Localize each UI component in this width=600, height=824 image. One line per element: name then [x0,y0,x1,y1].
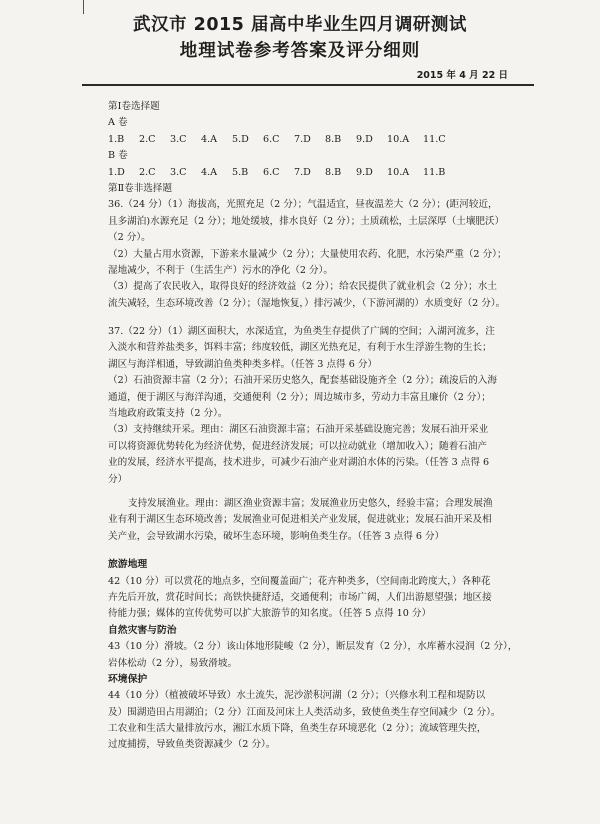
text-line: 且多湖泊)水源充足（2 分）；地处缓坡，排水良好（2 分）；土质疏松，土层深厚（土壤肥沃） [108,215,505,227]
answer-item: 11.C [423,133,446,145]
answer-item: 4.A [201,133,218,145]
text-line: 卉先后开放，赏花时间长；高铁快捷舒适，交通便利；市场广阔，人们出游愿望强；地区接 [108,591,492,603]
text-line: 43（10 分）滑坡。（2 分）该山体地形陡峻（2 分），断层发育（2 分），水库蓄水浸润（2 分）， [108,641,518,653]
text-line: 流失减轻，生态环境改善（2 分）；（湿地恢复，）排污减少，（下游河湖的）水质变好（2 分）。 [108,297,506,309]
answer-item: 9.D [356,133,373,145]
disaster-section [108,623,538,672]
text-line: 分） [108,473,128,485]
answer-item: 5.B [232,166,249,178]
text-line: 工农业和生活大量排放污水，湘江水质下降，鱼类生存环境恶化（2 分）；流域管理失控， [108,723,487,735]
volume-b-answers [108,165,538,181]
main-title: 武汉市 2015 届高中毕业生四月调研测试 [133,15,467,35]
section-1-title: 第Ⅰ卷选择题 [108,101,160,112]
answer-item: 9.D [356,166,373,178]
content [108,99,538,754]
section-heading: 环境保护 [108,673,148,685]
volume-b-label: B 卷 [108,150,128,162]
answer-item: 1.B [108,133,125,145]
text-line: 支持发展渔业。理由：湖区渔业资源丰富；发展渔业历史悠久，经验丰富；合理发展渔 [128,497,493,509]
header [0,12,600,64]
header-divider [82,84,534,86]
tourism-section [108,557,538,623]
text-line: （2）大量占用水资源，下游来水量减少（2 分）；大量使用农药、化肥，水污染严重（2 分）； [108,248,507,260]
text-line: 可以将资源优势转化为经济优势，促进经济发展；可以拉动就业（增加收入）；随着石油产 [108,440,487,452]
text-line: 湖区与海洋相通，导致湖泊鱼类种类多样。（任答 3 点得 6 分） [108,358,378,370]
text-line: 44（10 分）（植被破坏导致）水土流失，泥沙淤积河湖（2 分）；（兴修水利工程和堤防以 [108,690,486,702]
answer-item: 3.C [170,133,187,145]
answer-item: 11.B [423,166,446,178]
answer-item: 6.C [263,166,280,178]
text-line: 36.（24 分）（1）海拔高，光照充足（2 分）；气温适宜，昼夜温差大（2 分）；(距河较近， [108,199,498,211]
question-36 [108,197,538,312]
answer-item: 4.A [201,166,218,178]
answer-item: 2.C [139,133,156,145]
text-line: 业有利于湖区生态环境改善；发展渔业可促进相关产业发展，促进就业；发展石油开采及相 [108,514,492,526]
text-line: 及）围湖造田占用湖泊；（2 分）江面及河床上人类活动多，致使鱼类生存空间减少（2 分）。 [108,706,501,718]
text-line: 42（10 分）可以赏花的地点多，空间覆盖面广；花卉种类多，（空间南北跨度大，）各种花 [108,575,491,587]
answer-item: 8.B [325,133,342,145]
text-line: 湿地减少，不利于（生活生产）污水的净化（2 分）。 [108,264,334,276]
text-line: （3）提高了农民收入，取得良好的经济效益（2 分）；给农民提供了就业机会（2 分）；水土 [108,281,497,293]
text-line: 37.（22 分）（1）湖区面积大，水深适宜，为鱼类生存提供了广阔的空间；入湖河流多，注 [108,326,495,338]
answer-item: 10.A [387,133,410,145]
answer-item: 10.A [387,166,410,178]
section-2-title: 第Ⅱ卷非选择题 [108,182,173,194]
answer-item: 3.C [170,166,187,178]
date: 2015 年 4 月 22 日 [416,70,508,81]
text-line: 业的发展，经济水平提高，技术进步，可减少石油产业对湖泊水体的污染。（任答 3 点得 6 [108,457,490,469]
text-line: 通道，便于湖区与海洋沟通，交通便利（2 分）；周边城市多，劳动力丰富且廉价（2 分）； [108,391,491,403]
answer-item: 1.D [108,166,125,178]
text-line: （2 分）。 [108,232,151,244]
answer-item: 2.C [139,166,156,178]
text-line: 岩体松动（2 分），易致滑坡。 [108,657,238,669]
answer-item: 5.D [232,133,249,145]
section-heading: 自然灾害与防治 [108,624,177,636]
text-line: 过度捕捞，导致鱼类资源减少（2 分）。 [108,739,276,751]
answer-item: 6.C [263,133,280,145]
sub-title: 地理试卷参考答案及评分细则 [179,41,421,61]
text-line: 关产业，会导致湖水污染，破坏生态环境，影响鱼类生存。（任答 3 点得 6 分） [108,530,445,542]
answer-item: 8.B [325,166,342,178]
text-line: 当地政府政策支持（2 分）。 [108,408,228,420]
text-line: （3）支持继续开采。理由：湖区石油资源丰富；石油开采基础设施完善；发展石油开采业 [108,424,489,436]
volume-a-answers [108,132,538,148]
text-line: 入淡水和营养盐类多，饵料丰富；纬度较低，湖区光热充足，有利于水生浮游生物的生长； [108,342,492,354]
environment-section [108,672,538,754]
volume-a-label: A 卷 [108,117,128,129]
question-37 [108,324,538,545]
answer-item: 7.D [294,133,311,145]
answer-item: 7.D [294,166,311,178]
text-line: 待能力强；媒体的宣传优势可以扩大旅游节的知名度。（任答 5 点得 10 分） [108,608,432,620]
section-heading: 旅游地理 [108,559,148,571]
text-line: （2）石油资源丰富（2 分）；石油开采历史悠久，配套基础设施齐全（2 分）；疏浚后的入海 [108,375,497,387]
